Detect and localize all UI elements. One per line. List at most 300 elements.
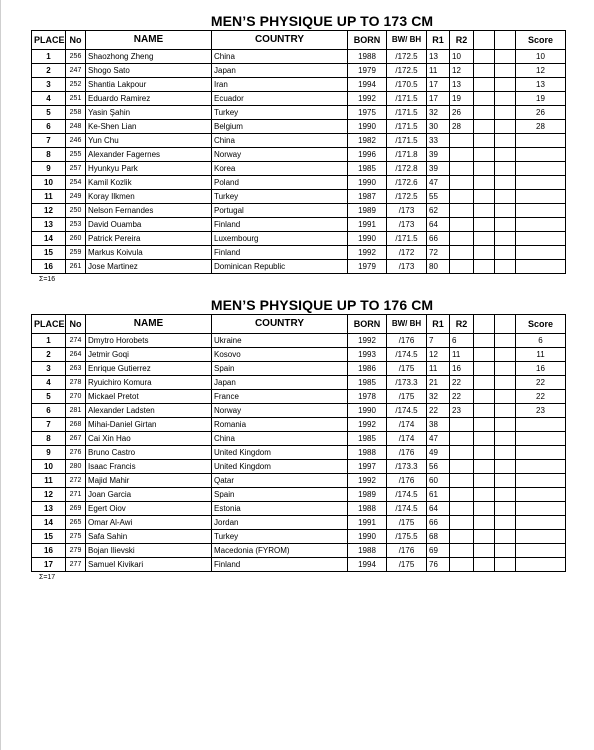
table-row xyxy=(32,376,566,390)
table-row xyxy=(32,516,566,530)
blank-cell xyxy=(474,376,495,390)
name-cell: Safa Sahin xyxy=(86,530,212,544)
number-cell: 265 xyxy=(66,516,86,530)
place-cell: 5 xyxy=(32,106,66,120)
column-header-score: Score xyxy=(516,315,566,334)
score-cell xyxy=(516,176,566,190)
number-cell: 256 xyxy=(66,50,86,64)
table-row xyxy=(32,204,566,218)
blank-cell xyxy=(474,390,495,404)
blank-cell xyxy=(495,488,516,502)
bw-bh-cell: /174.5 xyxy=(387,404,427,418)
country-cell: Japan xyxy=(212,376,348,390)
table-row xyxy=(32,544,566,558)
place-cell: 16 xyxy=(32,544,66,558)
round2-cell xyxy=(450,176,474,190)
header-row xyxy=(32,31,566,50)
number-cell: 271 xyxy=(66,488,86,502)
table-row xyxy=(32,432,566,446)
name-cell: Koray Ilkmen xyxy=(86,190,212,204)
number-cell: 263 xyxy=(66,362,86,376)
round1-cell: 11 xyxy=(427,362,450,376)
born-cell: 1990 xyxy=(348,176,387,190)
table-row xyxy=(32,418,566,432)
name-cell: David Ouamba xyxy=(86,218,212,232)
name-cell: Dmytro Horobets xyxy=(86,334,212,348)
number-cell: 274 xyxy=(66,334,86,348)
blank-cell xyxy=(474,218,495,232)
blank-cell xyxy=(495,530,516,544)
blank-cell xyxy=(474,516,495,530)
name-cell: Joan Garcia xyxy=(86,488,212,502)
blank-cell xyxy=(495,362,516,376)
born-cell: 1985 xyxy=(348,376,387,390)
bw-bh-cell: /175.5 xyxy=(387,530,427,544)
bw-bh-cell: /174 xyxy=(387,432,427,446)
number-cell: 269 xyxy=(66,502,86,516)
bw-bh-cell: /171.5 xyxy=(387,92,427,106)
blank-cell xyxy=(495,218,516,232)
bw-bh-cell: /172.5 xyxy=(387,50,427,64)
bw-bh-cell: /175 xyxy=(387,516,427,530)
country-cell: Estonia xyxy=(212,502,348,516)
column-header-place: PLACE xyxy=(32,315,66,334)
bw-bh-cell: /174.5 xyxy=(387,502,427,516)
round2-cell xyxy=(450,502,474,516)
score-cell xyxy=(516,134,566,148)
blank-cell xyxy=(474,404,495,418)
place-cell: 13 xyxy=(32,218,66,232)
name-cell: Egert Oiov xyxy=(86,502,212,516)
round1-cell: 69 xyxy=(427,544,450,558)
born-cell: 1990 xyxy=(348,404,387,418)
score-cell: 23 xyxy=(516,404,566,418)
bw-bh-cell: /176 xyxy=(387,474,427,488)
name-cell: Shaozhong Zheng xyxy=(86,50,212,64)
blank-cell xyxy=(495,432,516,446)
score-cell xyxy=(516,502,566,516)
bw-bh-cell: /172.8 xyxy=(387,162,427,176)
blank-cell xyxy=(495,334,516,348)
name-cell: Enrique Gutierrez xyxy=(86,362,212,376)
round1-cell: 12 xyxy=(427,348,450,362)
round1-cell: 72 xyxy=(427,246,450,260)
country-cell: Finland xyxy=(212,246,348,260)
place-cell: 4 xyxy=(32,92,66,106)
place-cell: 2 xyxy=(32,348,66,362)
competitor-count: Σ=17 xyxy=(39,574,56,581)
bw-bh-cell: /171.5 xyxy=(387,106,427,120)
table-row xyxy=(32,64,566,78)
blank-cell xyxy=(474,148,495,162)
name-cell: Omar Al-Awi xyxy=(86,516,212,530)
name-cell: Samuel Kivikari xyxy=(86,558,212,572)
bw-bh-cell: /173 xyxy=(387,260,427,274)
number-cell: 246 xyxy=(66,134,86,148)
score-cell xyxy=(516,558,566,572)
column-header-country: COUNTRY xyxy=(212,31,348,50)
country-cell: Turkey xyxy=(212,190,348,204)
born-cell: 1988 xyxy=(348,446,387,460)
column-header-score: Score xyxy=(516,31,566,50)
born-cell: 1988 xyxy=(348,50,387,64)
number-cell: 248 xyxy=(66,120,86,134)
name-cell: Hyunkyu Park xyxy=(86,162,212,176)
place-cell: 9 xyxy=(32,162,66,176)
column-header-bw-bh: BW/ BH xyxy=(387,31,427,50)
born-cell: 1992 xyxy=(348,474,387,488)
place-cell: 10 xyxy=(32,176,66,190)
country-cell: France xyxy=(212,390,348,404)
score-cell: 13 xyxy=(516,78,566,92)
number-cell: 258 xyxy=(66,106,86,120)
number-cell: 276 xyxy=(66,446,86,460)
round1-cell: 68 xyxy=(427,530,450,544)
table-row xyxy=(32,502,566,516)
born-cell: 1990 xyxy=(348,530,387,544)
name-cell: Patrick Pereira xyxy=(86,232,212,246)
born-cell: 1994 xyxy=(348,78,387,92)
blank-cell xyxy=(474,78,495,92)
bw-bh-cell: /176 xyxy=(387,446,427,460)
country-cell: China xyxy=(212,432,348,446)
name-cell: Yasin Şahin xyxy=(86,106,212,120)
name-cell: Jetmir Goqi xyxy=(86,348,212,362)
score-cell xyxy=(516,204,566,218)
blank-cell xyxy=(474,558,495,572)
column-header-r1: R1 xyxy=(427,315,450,334)
country-cell: China xyxy=(212,50,348,64)
bw-bh-cell: /170.5 xyxy=(387,78,427,92)
born-cell: 1988 xyxy=(348,502,387,516)
name-cell: Bruno Castro xyxy=(86,446,212,460)
round2-cell xyxy=(450,218,474,232)
number-cell: 249 xyxy=(66,190,86,204)
place-cell: 15 xyxy=(32,530,66,544)
blank-cell xyxy=(474,260,495,274)
bw-bh-cell: /176 xyxy=(387,544,427,558)
country-cell: Spain xyxy=(212,362,348,376)
bw-bh-cell: /171.5 xyxy=(387,134,427,148)
place-cell: 6 xyxy=(32,404,66,418)
number-cell: 255 xyxy=(66,148,86,162)
bw-bh-cell: /174.5 xyxy=(387,348,427,362)
place-cell: 16 xyxy=(32,260,66,274)
born-cell: 1978 xyxy=(348,390,387,404)
blank-cell xyxy=(474,176,495,190)
country-cell: Luxembourg xyxy=(212,232,348,246)
number-cell: 281 xyxy=(66,404,86,418)
blank-cell xyxy=(474,92,495,106)
name-cell: Ryuichiro Komura xyxy=(86,376,212,390)
table-row xyxy=(32,120,566,134)
blank-cell xyxy=(474,246,495,260)
blank-cell xyxy=(495,106,516,120)
round1-cell: 22 xyxy=(427,404,450,418)
round2-cell: 22 xyxy=(450,376,474,390)
round2-cell: 16 xyxy=(450,362,474,376)
column-header-blank-1 xyxy=(474,315,495,334)
table-row xyxy=(32,232,566,246)
place-cell: 4 xyxy=(32,376,66,390)
round1-cell: 47 xyxy=(427,176,450,190)
number-cell: 279 xyxy=(66,544,86,558)
born-cell: 1994 xyxy=(348,558,387,572)
blank-cell xyxy=(474,348,495,362)
blank-cell xyxy=(495,390,516,404)
bw-bh-cell: /171.8 xyxy=(387,148,427,162)
column-header-born: BORN xyxy=(348,315,387,334)
born-cell: 1992 xyxy=(348,418,387,432)
name-cell: Cai Xin Hao xyxy=(86,432,212,446)
place-cell: 3 xyxy=(32,78,66,92)
column-header-r1: R1 xyxy=(427,31,450,50)
column-header-r2: R2 xyxy=(450,31,474,50)
results-table xyxy=(31,314,566,572)
round2-cell: 26 xyxy=(450,106,474,120)
round2-cell xyxy=(450,530,474,544)
table-row xyxy=(32,390,566,404)
blank-cell xyxy=(495,260,516,274)
born-cell: 1991 xyxy=(348,218,387,232)
blank-cell xyxy=(495,376,516,390)
column-header-bw-bh: BW/ BH xyxy=(387,315,427,334)
column-header-no: No xyxy=(66,315,86,334)
born-cell: 1979 xyxy=(348,260,387,274)
score-cell: 11 xyxy=(516,348,566,362)
round1-cell: 64 xyxy=(427,218,450,232)
number-cell: 260 xyxy=(66,232,86,246)
score-cell: 10 xyxy=(516,50,566,64)
number-cell: 247 xyxy=(66,64,86,78)
blank-cell xyxy=(495,418,516,432)
place-cell: 7 xyxy=(32,134,66,148)
blank-cell xyxy=(495,134,516,148)
place-cell: 12 xyxy=(32,204,66,218)
bw-bh-cell: /175 xyxy=(387,362,427,376)
round2-cell xyxy=(450,246,474,260)
table-row xyxy=(32,558,566,572)
bw-bh-cell: /172.6 xyxy=(387,176,427,190)
score-cell: 6 xyxy=(516,334,566,348)
table-row xyxy=(32,134,566,148)
place-cell: 11 xyxy=(32,190,66,204)
blank-cell xyxy=(495,176,516,190)
born-cell: 1975 xyxy=(348,106,387,120)
country-cell: Belgium xyxy=(212,120,348,134)
name-cell: Yun Chu xyxy=(86,134,212,148)
blank-cell xyxy=(474,502,495,516)
blank-cell xyxy=(495,544,516,558)
country-cell: Spain xyxy=(212,488,348,502)
blank-cell xyxy=(474,488,495,502)
place-cell: 8 xyxy=(32,148,66,162)
table-row xyxy=(32,530,566,544)
round1-cell: 17 xyxy=(427,78,450,92)
country-cell: Jordan xyxy=(212,516,348,530)
table-row xyxy=(32,50,566,64)
competitor-count: Σ=16 xyxy=(39,276,56,283)
column-header-r2: R2 xyxy=(450,315,474,334)
number-cell: 254 xyxy=(66,176,86,190)
born-cell: 1988 xyxy=(348,544,387,558)
country-cell: United Kingdom xyxy=(212,446,348,460)
country-cell: United Kingdom xyxy=(212,460,348,474)
round1-cell: 62 xyxy=(427,204,450,218)
place-cell: 17 xyxy=(32,558,66,572)
results-section xyxy=(31,296,565,582)
country-cell: Norway xyxy=(212,148,348,162)
born-cell: 1992 xyxy=(348,334,387,348)
bw-bh-cell: /174.5 xyxy=(387,488,427,502)
score-cell xyxy=(516,232,566,246)
column-header-place: PLACE xyxy=(32,31,66,50)
bw-bh-cell: /172 xyxy=(387,246,427,260)
country-cell: Korea xyxy=(212,162,348,176)
round2-cell xyxy=(450,516,474,530)
born-cell: 1997 xyxy=(348,460,387,474)
born-cell: 1982 xyxy=(348,134,387,148)
score-cell xyxy=(516,474,566,488)
column-header-blank-2 xyxy=(495,31,516,50)
blank-cell xyxy=(474,134,495,148)
number-cell: 252 xyxy=(66,78,86,92)
name-cell: Shantia Lakpour xyxy=(86,78,212,92)
born-cell: 1989 xyxy=(348,204,387,218)
column-header-no: No xyxy=(66,31,86,50)
blank-cell xyxy=(495,78,516,92)
table-row xyxy=(32,162,566,176)
score-cell: 12 xyxy=(516,64,566,78)
score-cell xyxy=(516,148,566,162)
round1-cell: 66 xyxy=(427,232,450,246)
round1-cell: 32 xyxy=(427,106,450,120)
round1-cell: 49 xyxy=(427,446,450,460)
name-cell: Isaac Francis xyxy=(86,460,212,474)
country-cell: Portugal xyxy=(212,204,348,218)
round2-cell xyxy=(450,558,474,572)
place-cell: 14 xyxy=(32,232,66,246)
table-row xyxy=(32,218,566,232)
born-cell: 1989 xyxy=(348,488,387,502)
round1-cell: 13 xyxy=(427,50,450,64)
blank-cell xyxy=(495,162,516,176)
round1-cell: 7 xyxy=(427,334,450,348)
name-cell: Bojan Ilievski xyxy=(86,544,212,558)
bw-bh-cell: /174 xyxy=(387,418,427,432)
column-header-name: NAME xyxy=(86,31,212,50)
number-cell: 270 xyxy=(66,390,86,404)
country-cell: Finland xyxy=(212,218,348,232)
country-cell: China xyxy=(212,134,348,148)
born-cell: 1985 xyxy=(348,162,387,176)
round2-cell xyxy=(450,190,474,204)
score-cell xyxy=(516,260,566,274)
place-cell: 8 xyxy=(32,432,66,446)
round2-cell: 10 xyxy=(450,50,474,64)
round2-cell: 22 xyxy=(450,390,474,404)
header-row xyxy=(32,315,566,334)
born-cell: 1987 xyxy=(348,190,387,204)
bw-bh-cell: /175 xyxy=(387,558,427,572)
column-header-name: NAME xyxy=(86,315,212,334)
born-cell: 1979 xyxy=(348,64,387,78)
round1-cell: 32 xyxy=(427,390,450,404)
blank-cell xyxy=(474,106,495,120)
bw-bh-cell: /176 xyxy=(387,334,427,348)
round1-cell: 21 xyxy=(427,376,450,390)
round2-cell xyxy=(450,460,474,474)
blank-cell xyxy=(474,432,495,446)
blank-cell xyxy=(495,232,516,246)
number-cell: 280 xyxy=(66,460,86,474)
bw-bh-cell: /171.5 xyxy=(387,120,427,134)
blank-cell xyxy=(495,516,516,530)
score-cell xyxy=(516,488,566,502)
place-cell: 12 xyxy=(32,488,66,502)
place-cell: 1 xyxy=(32,334,66,348)
blank-cell xyxy=(474,446,495,460)
place-cell: 2 xyxy=(32,64,66,78)
round2-cell: 23 xyxy=(450,404,474,418)
round1-cell: 80 xyxy=(427,260,450,274)
bw-bh-cell: /175 xyxy=(387,390,427,404)
place-cell: 9 xyxy=(32,446,66,460)
round2-cell xyxy=(450,204,474,218)
number-cell: 257 xyxy=(66,162,86,176)
round2-cell: 28 xyxy=(450,120,474,134)
table-row xyxy=(32,348,566,362)
name-cell: Mickael Pretot xyxy=(86,390,212,404)
score-cell: 19 xyxy=(516,92,566,106)
round1-cell: 66 xyxy=(427,516,450,530)
score-cell xyxy=(516,544,566,558)
country-cell: Qatar xyxy=(212,474,348,488)
round1-cell: 56 xyxy=(427,460,450,474)
blank-cell xyxy=(495,446,516,460)
name-cell: Mihai-Daniel Girtan xyxy=(86,418,212,432)
round2-cell xyxy=(450,446,474,460)
section-title: MEN’S PHYSIQUE UP TO 173 CM xyxy=(210,13,434,29)
round2-cell xyxy=(450,162,474,176)
blank-cell xyxy=(495,50,516,64)
round2-cell xyxy=(450,432,474,446)
blank-cell xyxy=(474,530,495,544)
blank-cell xyxy=(495,148,516,162)
round2-cell: 19 xyxy=(450,92,474,106)
place-cell: 15 xyxy=(32,246,66,260)
born-cell: 1990 xyxy=(348,232,387,246)
blank-cell xyxy=(474,162,495,176)
bw-bh-cell: /173 xyxy=(387,204,427,218)
score-cell xyxy=(516,246,566,260)
blank-cell xyxy=(474,64,495,78)
country-cell: Japan xyxy=(212,64,348,78)
column-header-blank-2 xyxy=(495,315,516,334)
number-cell: 251 xyxy=(66,92,86,106)
round1-cell: 39 xyxy=(427,162,450,176)
round2-cell xyxy=(450,148,474,162)
blank-cell xyxy=(474,334,495,348)
score-cell: 28 xyxy=(516,120,566,134)
place-cell: 6 xyxy=(32,120,66,134)
table-row xyxy=(32,190,566,204)
blank-cell xyxy=(495,460,516,474)
bw-bh-cell: /171.5 xyxy=(387,232,427,246)
column-header-blank-1 xyxy=(474,31,495,50)
round1-cell: 61 xyxy=(427,488,450,502)
column-header-born: BORN xyxy=(348,31,387,50)
